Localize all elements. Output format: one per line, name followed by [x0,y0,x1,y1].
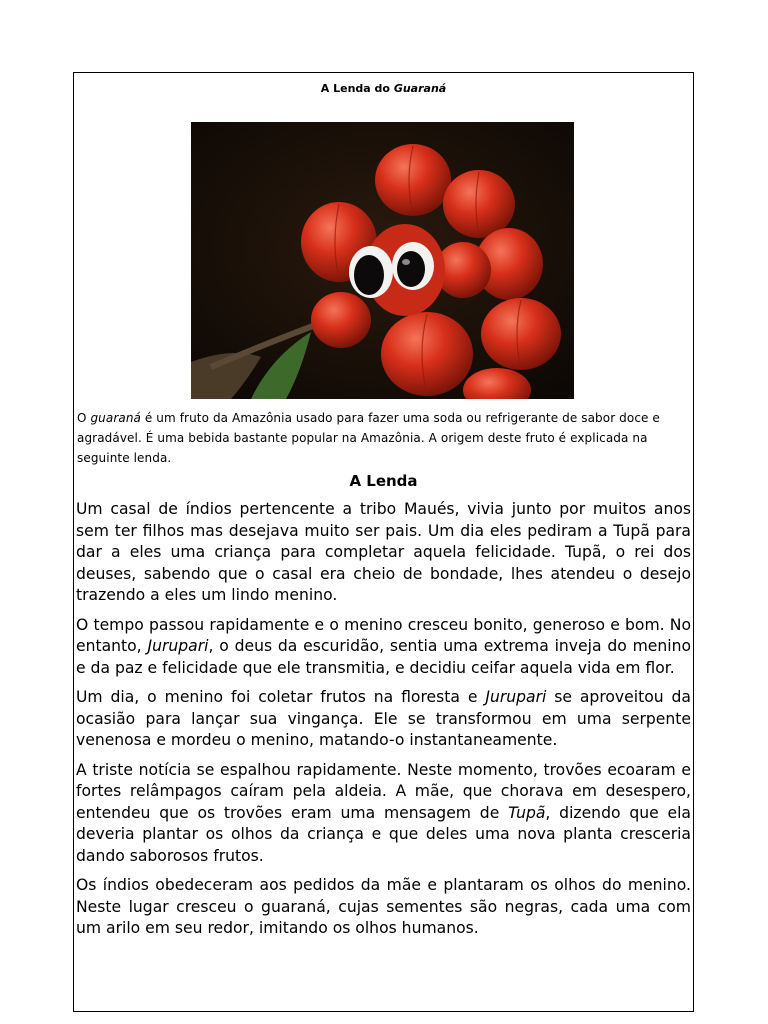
story-paragraph-4-emphasis: Tupã [508,803,546,822]
intro-text-1: O [77,411,91,425]
story-paragraph-3-emphasis: Jurupari [485,688,547,706]
story-body [76,499,691,948]
document-title [74,82,693,95]
story-paragraph-2-part-1: O tempo passou rapidamente e o menino cresceu bonito, generoso e bom. No entanto, [76,615,691,655]
title-emphasis: Guaraná [393,82,447,95]
title-prefix: A Lenda do [320,82,394,95]
story-paragraph-2-part-2: , o deus da escuridão, sentia uma extrema inveja do menino e da paz e felicidade que ele transmitia, e decidiu ceifar aquela vida em flor. [76,637,691,677]
intro-emphasis: guaraná [90,411,141,425]
story-paragraph-5: Os índios obedeceram aos pedidos da mãe e plantaram os olhos do menino. Neste lugar cresceu o guaraná, cujas sementes são negras, cada uma com um arilo em seu redor, imitando os olhos humanos. [76,876,691,937]
story-paragraph-4-part-1: A triste notícia se espalhou rapidamente. Neste momento, trovões ecoaram e fortes relâmpagos caíram pela aldeia. A mãe, que chorava em desespero, entendeu que os trovões eram uma mensagem de [76,760,691,822]
story-paragraph-3-part-2: se aproveitou da ocasião para lançar sua vingança. Ele se transformou em uma serpente venenosa e mordeu o menino, matando-o instantaneamente. [76,688,691,749]
story-paragraph-3-part-1: Um dia, o menino foi coletar frutos na floresta e [76,688,486,706]
guarana-photo [191,122,574,399]
story-paragraph-3 [76,687,691,752]
document-page [73,72,694,1012]
story-paragraph-2-emphasis: Jurupari [147,637,209,655]
intro-text-2: é um fruto da Amazônia usado para fazer uma soda ou refrigerante de sabor doce e agradável. É uma bebida bastante popular na Amazônia. A origem deste fruto é explicada na seguinte lenda. [77,411,660,465]
story-paragraph-2 [76,615,691,680]
story-paragraph-4 [76,760,691,868]
intro-text [77,408,689,468]
section-title: A Lenda [349,472,418,490]
story-paragraph-4-part-2: , dizendo que ela deveria plantar os olhos da criança e que deles uma nova planta cresceria dando saborosos frutos. [76,803,691,865]
guarana-photo-illustration [191,122,574,399]
story-paragraph-1: Um casal de índios pertencente a tribo Maués, vivia junto por muitos anos sem ter filhos mas desejava muito ser pais. Um dia eles pediram a Tupã para dar a eles uma criança para completar aquela felicidade. Tupã, o rei dos deuses, sabendo que o casal era cheio de bondade, lhes atendeu o desejo trazendo a eles um lindo menino. [76,500,691,604]
